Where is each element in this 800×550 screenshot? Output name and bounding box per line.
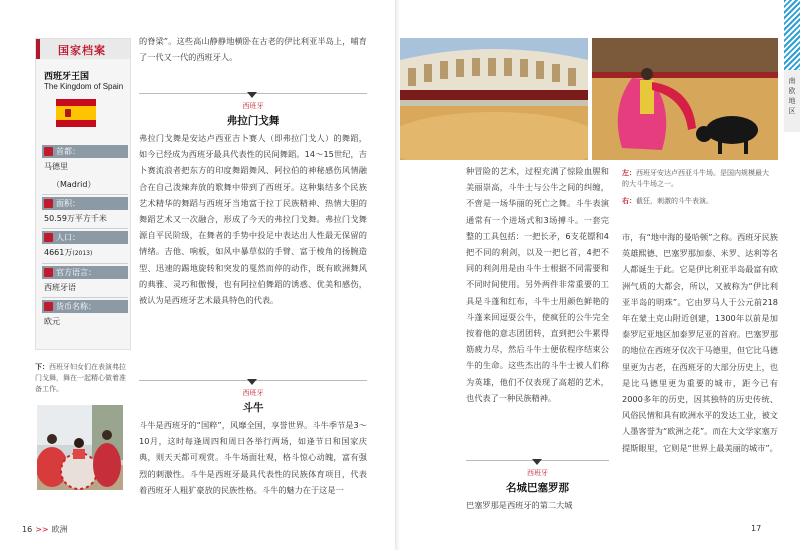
matador-photo (592, 38, 778, 160)
section-kicker: 西班牙 (242, 389, 264, 397)
people-icon (44, 233, 53, 242)
country-profile-sidebar (35, 38, 131, 350)
right-page-number: 17 (751, 524, 762, 533)
section-pin-icon (532, 459, 542, 465)
language-value: 西班牙语 (42, 279, 128, 298)
area-icon (44, 199, 53, 208)
caption-left-photo: 左：西班牙安达卢西亚斗牛场。是国内规模最大的大斗牛场之一。 (622, 169, 769, 188)
footer-arrows: >> (35, 525, 49, 534)
area-value: 50.59万平方千米 (42, 210, 128, 229)
section-heading: 弗拉门戈舞 (226, 115, 280, 127)
flamenco-dancers-photo (37, 405, 123, 490)
barcelona-section-header (466, 460, 609, 496)
footer-section: 欧洲 (51, 525, 68, 534)
population-year: (2013) (72, 250, 93, 257)
bullfight-continued-paragraph: 种冒险的艺术，过程充满了惊险血腥和美丽崇高，斗牛士与公牛之间的纠缠，不啻是一场华丽的死亡之舞。斗牛表演通常有一个进场式和3场搏斗。一套完整的工具包括：一把长矛，6支花镖和4把不同的利剑，以及一把匕首，4把不同的利剑用是由斗牛士根据不同需要和不同时间使用。另外两件非常重要的工具是斗蓬和红布，斗牛士用颜色鲜艳的斗蓬来回逗耍公牛，使疯狂的公牛完全按着他的意志团团转，直到把公牛累得筋疲力尽，然后斗牛士便依程序结束公牛的生命。这些杰出的斗牛士被人们称为英雄，他们不仅表现了高超的艺术，也代表了一种民族精神。 (466, 166, 609, 403)
population-label: 人口： (42, 231, 128, 244)
sidebar-title: 国家档案 (58, 44, 106, 57)
capital-label: 首都： (42, 145, 128, 158)
area-label: 面积： (42, 197, 128, 210)
section-heading: 斗牛 (242, 402, 264, 414)
coin-icon (44, 302, 53, 311)
country-name-cn: 西班牙王国 (44, 72, 90, 82)
capital-value: 马德里 (44, 162, 68, 171)
bullfight-paragraph: 斗牛是西班牙的“国粹”，风靡全国，享誉世界。斗牛季节是3～10月，这时每逢周四和周日各举行两场，如逢节日和国家庆典，则天天都可观赏。斗牛场面壮观，格斗惊心动魄，富有强烈的刺激性。斗牛是西班牙最具代表性的民族体育项目，代表着西班牙人粗犷豪放的民族性格。斗牛的魅力在于这是一 (139, 420, 367, 495)
barcelona-paragraph: 市，有“地中海的曼哈顿”之称。西班牙民族英雄熙德、巴塞罗那加泰、米罗、达利等名人都诞生于此。它是伊比利亚半岛最富有欧洲气质的大都会，所以，又被称为“伊比利亚半岛的明珠”。它由罗马人于公元前218年在蒙土克山附近创建，1300年以前是加泰罗尼亚地区加泰罗尼亚的首府。巴塞罗那的地位在西班牙仅次于马德里，但它比马德里更为古老，在西班牙的大部分历史上，也是比马德里更为重要的城市，距今已有2000多年的历史，因其独特的历史传统、风俗民情和具有欧洲水平的发达工业，被文人墨客誉为“欧洲之花”。而在大文学家塞万提斯眼里，它则是“世界上最美丽的城市”。 (622, 232, 778, 453)
flamenco-paragraph: 弗拉门戈舞是安达卢西亚吉卜赛人（即弗拉门戈人）的舞蹈，如今已经成为西班牙最具代表性的民间舞蹈。14～15世纪，吉卜赛流浪者把东方的印度舞蹈舞风、阿拉伯的神秘感伤风情融合在自己泼辣奔放的歌舞中带到了西班牙。这种集结多个民族艺术精华的舞蹈与西班牙当地富于拉丁民族精神、热情大胆的舞蹈艺术又一次融合，形成了今天的弗拉门戈舞。弗拉门戈舞源自平民阶级，在舞者的手势中投足中表达出人性最无保留的情绪。吉他、响板，如风中暴草似的手臂、富于棱角的扬腕造型、迅速的踢地旋转和突发的戛然而停的动作，既有欧洲舞风的典雅、灵巧和傲慢，也有阿拉伯舞蹈的诱惑、优美和感伤，被认为是西班牙艺术最具特色的代表。 (139, 133, 367, 306)
header-accent-bar (36, 39, 40, 59)
speech-icon (44, 268, 53, 277)
section-kicker: 西班牙 (527, 469, 548, 477)
page-number: 16 (22, 525, 33, 534)
capital-value-en: （Madrid） (42, 176, 128, 195)
currency-label: 货币名称： (42, 300, 128, 313)
barcelona-intro-paragraph: 巴塞罗那是西班牙的第二大城 (466, 500, 573, 510)
caption-right-photo: 右：截狂，刺激的斗牛表演。 (622, 197, 713, 205)
region-tab (784, 70, 800, 132)
bullring-arena-photo (400, 38, 588, 160)
photo-captions (622, 168, 772, 207)
bullfight-section-header (139, 380, 367, 416)
region-tab-label: 南欧地区 (788, 77, 796, 115)
section-pin-icon (247, 92, 257, 98)
flamenco-section-header (139, 93, 367, 129)
section-kicker: 西班牙 (242, 102, 264, 110)
building-icon (44, 147, 53, 156)
sidebar-header (36, 39, 130, 59)
profile-field-list (42, 143, 128, 331)
decorative-stripe (784, 0, 800, 70)
currency-value: 欧元 (44, 317, 60, 326)
country-name-en: The Kingdom of Spain (44, 82, 124, 91)
left-footer (22, 524, 68, 535)
intro-paragraph: 的脊梁”。这些高山静静地横卧在古老的伊比利亚半岛上，哺育了一代又一代的西班牙人。 (139, 36, 367, 63)
language-label: 官方语言： (42, 266, 128, 279)
section-heading: 名城巴塞罗那 (506, 482, 569, 494)
population-value: 4661万(2013) (42, 244, 128, 264)
spain-flag-icon (56, 99, 96, 127)
section-pin-icon (247, 379, 257, 385)
dancers-caption: 下：西班牙妇女们在表演弗拉门戈舞，舞在一起精心做着准备工作。 (35, 363, 126, 393)
